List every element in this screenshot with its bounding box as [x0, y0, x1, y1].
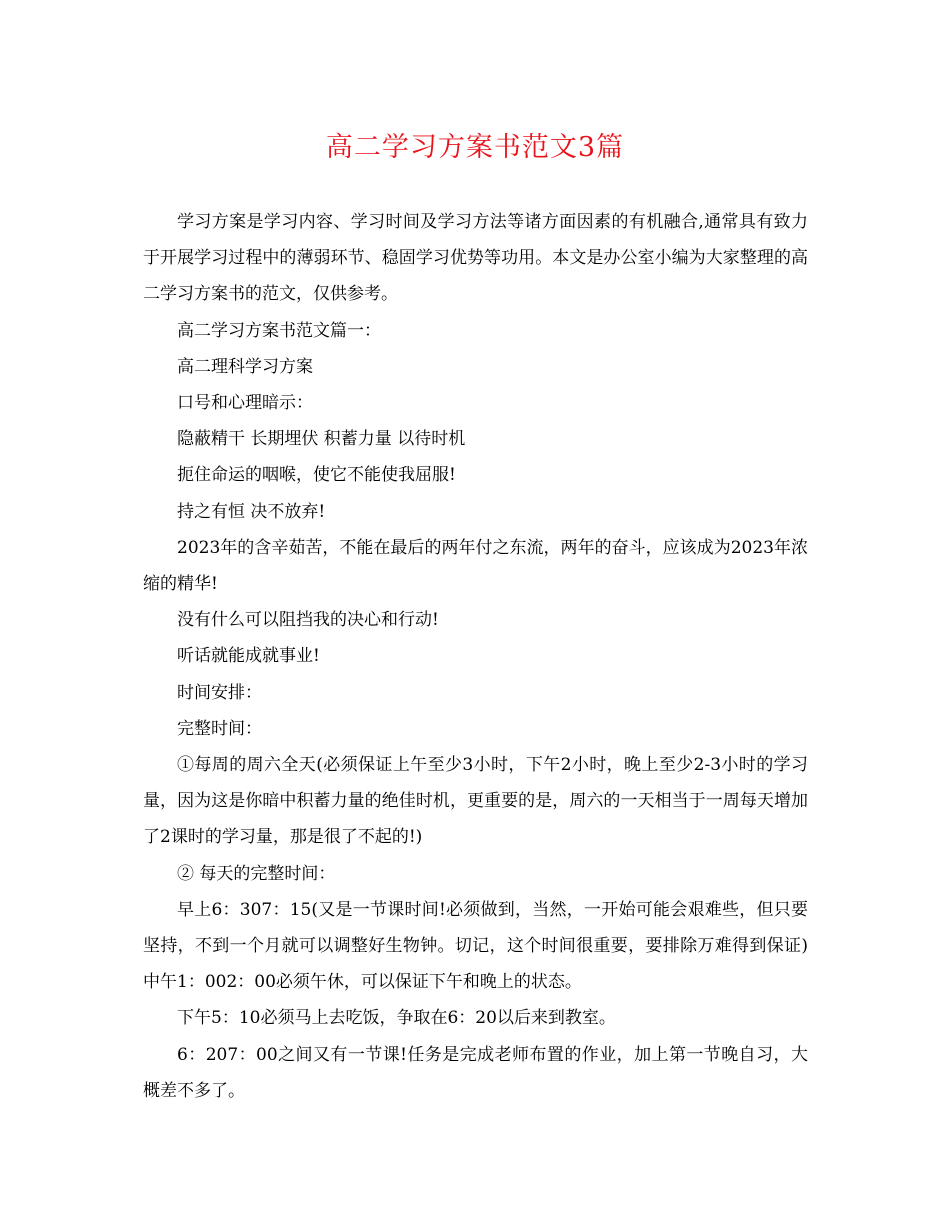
schedule-heading: 时间安排：	[177, 682, 262, 703]
intro-paragraph: 学习方案是学习内容、学习时间及学习方法等诸方面因素的有机融合,通常具有致力于开展学习过程中的薄弱环节、稳固学习优势等功用。本文是办公室小编为大家整理的高二学习方案书的范文，仅供参考。	[143, 212, 808, 305]
slogan-line: 2023年的含辛茹苦，不能在最后的两年付之东流，两年的奋斗，应该成为2023年浓缩的精华!	[143, 537, 808, 595]
slogan-line: 隐蔽精干 长期埋伏 积蓄力量 以待时机	[177, 429, 466, 450]
slogan-line: 听话就能成就事业!	[177, 646, 320, 667]
schedule-item-saturday: ①每周的周六全天(必须保证上午至少3小时，下午2小时，晚上至少2-3小时的学习量，因为这是你暗中积蓄力量的绝佳时机，更重要的是，周六的一天相当于一周每天增加了2课时的学习量，那是很了不起的!)	[143, 755, 808, 848]
schedule-item-daily-heading: ② 每天的完整时间：	[177, 863, 336, 884]
document-title: 高二学习方案书范文3篇	[325, 132, 625, 163]
slogan-line: 持之有恒 决不放弃!	[177, 501, 326, 522]
schedule-item-morning-noon: 早上6：307：15(又是一节课时间!必须做到，当然，一开始可能会艰难些，但只要坚持，不到一个月就可以调整好生物钟。切记，这个时间很重要，要排除万难得到保证) 中午1：002：00必须午休，可以保证下午和晚上的状态。	[143, 899, 808, 993]
slogan-line: 没有什么可以阻挡我的决心和行动!	[177, 610, 439, 631]
section-heading-part-one: 高二学习方案书范文篇一：	[177, 320, 381, 341]
slogan-line: 扼住命运的咽喉，使它不能使我屈服!	[177, 465, 456, 486]
full-time-heading: 完整时间：	[177, 718, 262, 739]
plan-subtitle: 高二理科学习方案	[177, 356, 313, 377]
slogan-heading: 口号和心理暗示：	[177, 393, 313, 414]
schedule-item-afternoon: 下午5：10必须马上去吃饭，争取在6：20以后来到教室。	[177, 1008, 616, 1029]
schedule-item-evening: 6：207：00之间又有一节课!任务是完成老师布置的作业，加上第一节晚自习，大概差不多了。	[143, 1044, 808, 1101]
document-body	[143, 204, 808, 1109]
